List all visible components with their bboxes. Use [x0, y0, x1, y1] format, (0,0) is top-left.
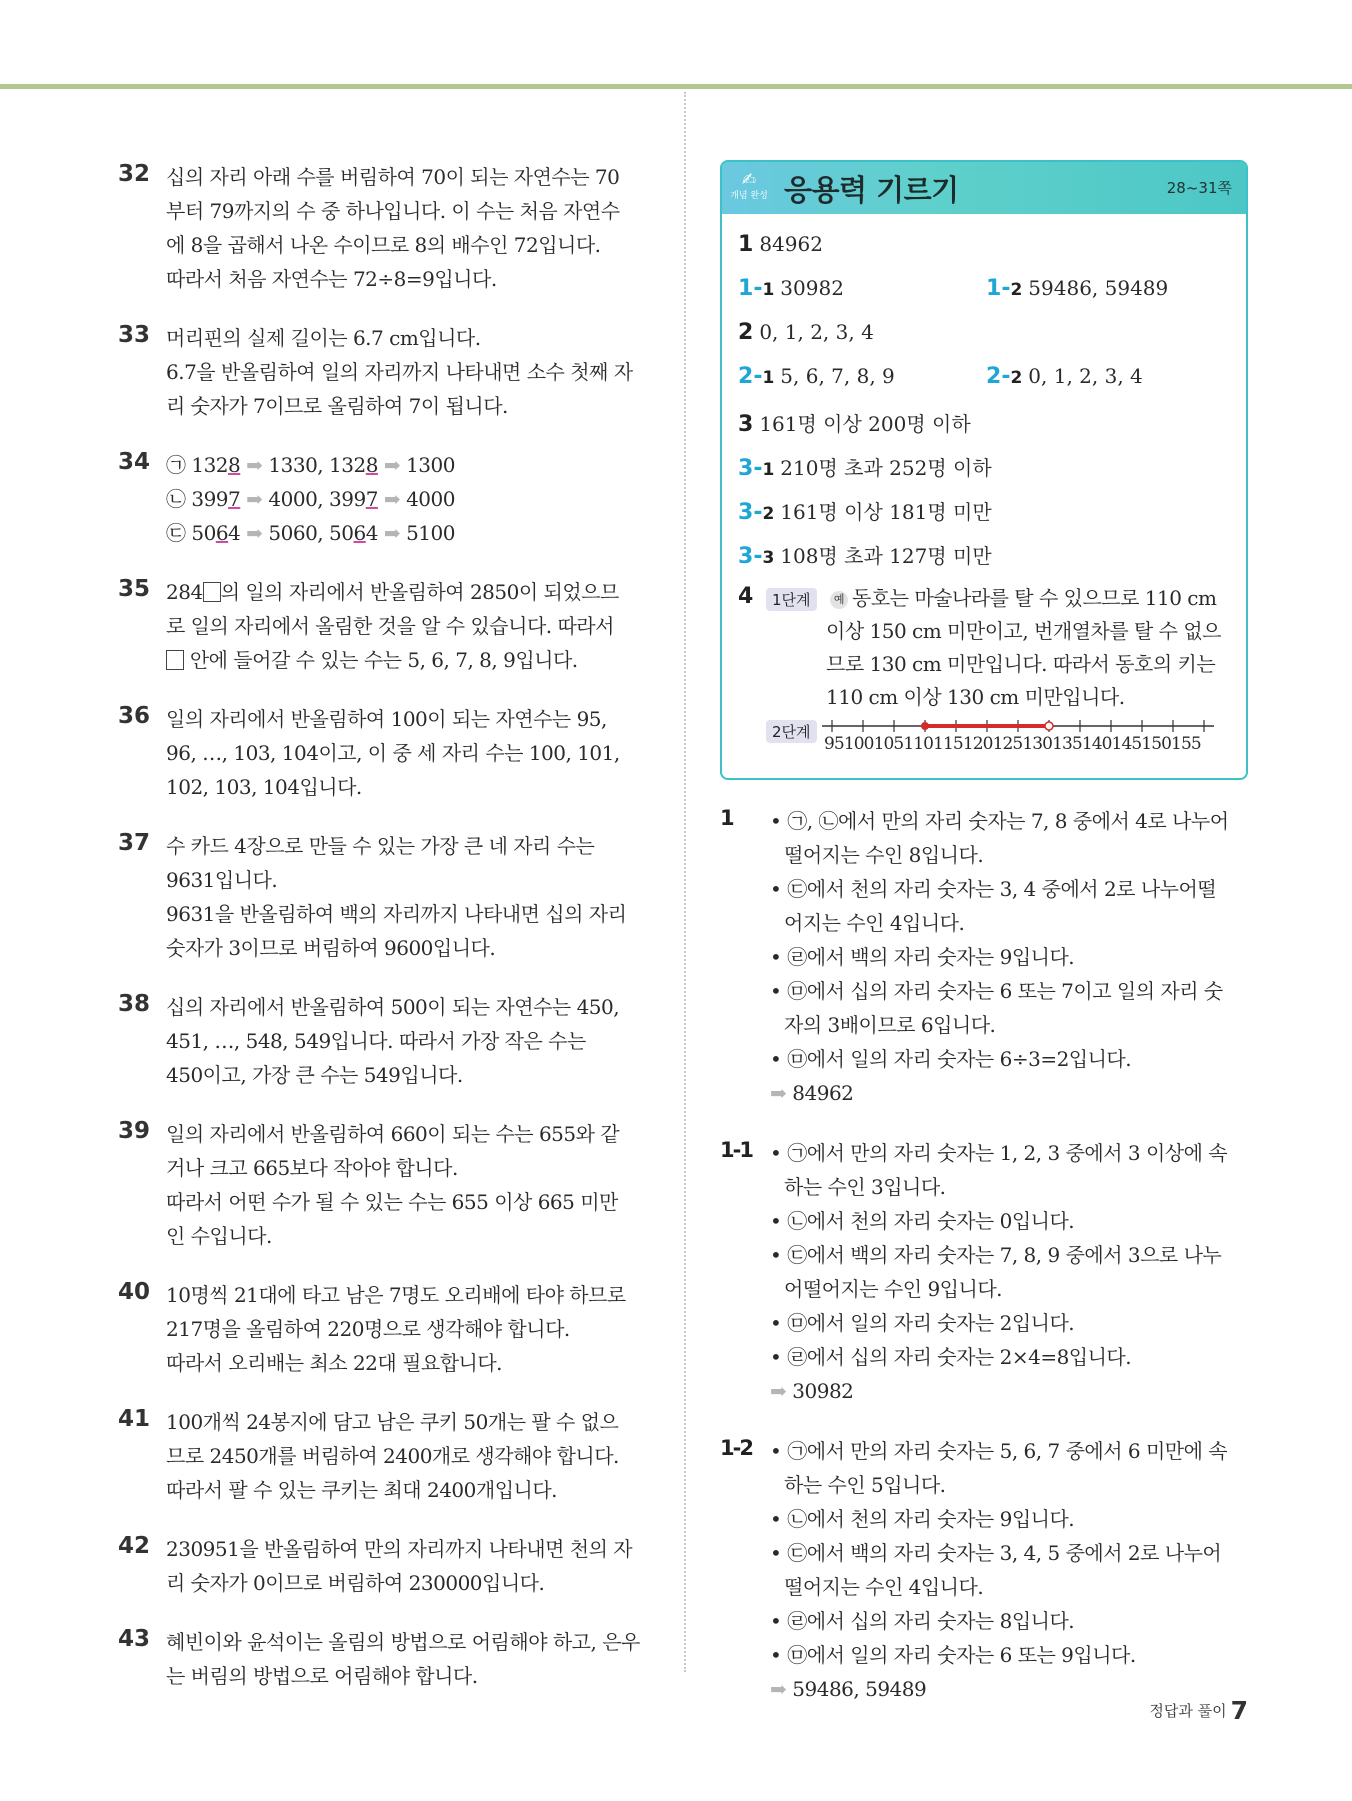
arrow-right-icon: ➡ — [383, 487, 401, 511]
answer-row — [738, 358, 1246, 402]
text-line: 하는 수인 3입니다. — [784, 1175, 946, 1199]
problem-number: 32 — [118, 161, 151, 187]
answer-number: 3-3 — [738, 544, 775, 569]
problem-number: 38 — [118, 991, 151, 1017]
problem-number: 37 — [118, 830, 151, 856]
text-line: 십의 자리 아래 수를 버림하여 70이 되는 자연수는 70 — [166, 165, 620, 189]
text-line: 110 cm 이상 130 cm 미만입니다. — [826, 685, 1125, 709]
blank-box-icon — [166, 650, 184, 670]
answer-list — [722, 214, 1246, 776]
blank-box-icon — [203, 582, 221, 602]
problem-41 — [118, 1405, 650, 1507]
answer-number: 3 — [738, 412, 754, 437]
arrow-right-icon: ➡ — [770, 1379, 787, 1403]
answer-line: ➡ 59486, 59489 — [770, 1677, 927, 1701]
text-line: • ㉡에서 천의 자리 숫자는 9입니다. — [770, 1507, 1075, 1531]
text-line: 므로 130 cm 미만입니다. 따라서 동호의 키는 — [826, 652, 1216, 676]
solution-1 — [720, 804, 1252, 1110]
answer-value: 84962 — [759, 232, 823, 256]
footer-label: 정답과 풀이 — [1149, 1702, 1227, 1720]
answer-value: 0, 1, 2, 3, 4 — [759, 320, 874, 344]
example-mark: 예 — [830, 591, 848, 609]
arrow-right-icon: ➡ — [770, 1677, 787, 1701]
range-end-open-point — [1045, 722, 1053, 730]
text-line: 떨어지는 수인 4입니다. — [784, 1575, 984, 1599]
problem-number: 39 — [118, 1118, 151, 1144]
answer-number: 4 — [738, 584, 754, 609]
answer-row — [738, 402, 1246, 446]
arrow-right-icon: ➡ — [383, 521, 401, 545]
text-line: 어지는 수인 4입니다. — [784, 911, 965, 935]
rounding-row: ㉡ 3997 ➡ 4000, 3997 ➡ 4000 — [166, 487, 455, 511]
text-line: 따라서 팔 수 있는 쿠키는 최대 2400개입니다. — [166, 1478, 558, 1502]
text-line: 부터 79까지의 수 중 하나입니다. 이 수는 처음 자연수 — [166, 199, 620, 223]
text-line: • ㉣에서 십의 자리 숫자는 2×4=8입니다. — [770, 1345, 1132, 1369]
text-line: • ㉢에서 천의 자리 숫자는 3, 4 중에서 2로 나누어떨 — [770, 877, 1217, 901]
badge — [728, 170, 770, 206]
text-line: 284 의 일의 자리에서 반올림하여 2850이 되었으므 — [166, 580, 619, 604]
problem-number: 41 — [118, 1406, 151, 1432]
answer-value: 5, 6, 7, 8, 9 — [780, 364, 895, 388]
text-line: • ㉠에서 만의 자리 숫자는 1, 2, 3 중에서 3 이상에 속 — [770, 1141, 1228, 1165]
text-line: • ㉤에서 일의 자리 숫자는 2입니다. — [770, 1311, 1075, 1335]
arrow-right-icon: ➡ — [246, 453, 263, 477]
text-line: 이상 150 cm 미만이고, 번개열차를 탈 수 없으 — [826, 619, 1221, 643]
answer-line: ➡ 84962 — [770, 1081, 854, 1105]
answer-row — [738, 490, 1246, 534]
page-footer — [1149, 1696, 1248, 1725]
solution-number: 1 — [720, 806, 733, 830]
text-line: 리 숫자가 7이므로 올림하여 7이 됩니다. — [166, 394, 508, 418]
right-column — [720, 160, 1252, 1706]
problem-number: 36 — [118, 703, 151, 729]
text-line: 리 숫자가 0이므로 버림하여 230000입니다. — [166, 1571, 545, 1595]
text-line: 는 버림의 방법으로 어림해야 합니다. — [166, 1664, 478, 1688]
text-line: • ㉤에서 십의 자리 숫자는 6 또는 7이고 일의 자리 숫 — [770, 979, 1223, 1003]
text-line: 로 일의 자리에서 올림한 것을 알 수 있습니다. 따라서 — [166, 614, 614, 638]
text-line: 96, …, 103, 104이고, 이 중 세 자리 수는 100, 101, — [166, 741, 620, 765]
text-line: 450이고, 가장 큰 수는 549입니다. — [166, 1063, 463, 1087]
text-line: • ㉢에서 백의 자리 숫자는 7, 8, 9 중에서 3으로 나누 — [770, 1243, 1222, 1267]
text-line: 일의 자리에서 반올림하여 660이 되는 수는 655와 같 — [166, 1122, 620, 1146]
text-line: • ㉡에서 천의 자리 숫자는 0입니다. — [770, 1209, 1075, 1233]
answer-value: 30982 — [780, 276, 844, 300]
solution-number: 1-1 — [720, 1138, 752, 1162]
text-line: 102, 103, 104입니다. — [166, 775, 362, 799]
column-divider — [684, 92, 686, 1672]
problem-39 — [118, 1117, 650, 1253]
problem-number: 40 — [118, 1279, 151, 1305]
problem-number: 33 — [118, 322, 151, 348]
answer-value: 0, 1, 2, 3, 4 — [1028, 364, 1143, 388]
text-line: 에 8을 곱해서 나온 수이므로 8의 배수인 72입니다. — [166, 233, 601, 257]
problem-number: 34 — [118, 449, 151, 475]
answer-number: 3-2 — [738, 500, 775, 525]
problem-43 — [118, 1625, 650, 1693]
text-line: • ㉠, ㉡에서 만의 자리 숫자는 7, 8 중에서 4로 나누어 — [770, 809, 1229, 833]
page-range: 28~31쪽 — [1166, 179, 1232, 197]
badge-label: 개념 완성 — [730, 191, 768, 201]
text-line: 일의 자리에서 반올림하여 100이 되는 자연수는 95, — [166, 707, 607, 731]
rounding-row: ㉠ 1328 ➡ 1330, 1328 ➡ 1300 — [166, 453, 455, 477]
page-number: 7 — [1230, 1696, 1248, 1725]
text-line: 9631을 반올림하여 백의 자리까지 나타내면 십의 자리 — [166, 902, 627, 926]
text-line: 451, …, 548, 549입니다. 따라서 가장 작은 수는 — [166, 1029, 586, 1053]
problem-number: 42 — [118, 1533, 151, 1559]
problem-36 — [118, 702, 650, 804]
text-line: 100개씩 24봉지에 담고 남은 쿠키 50개는 팔 수 없으 — [166, 1410, 619, 1434]
range-start-closed-point — [921, 722, 929, 730]
answer-4-step2 — [738, 720, 1246, 776]
problem-35 — [118, 575, 650, 677]
text-line: 10명씩 21대에 타고 남은 7명도 오리배에 타야 하므로 — [166, 1283, 626, 1307]
answer-number: 2 — [738, 320, 754, 345]
text-line: • ㉠에서 만의 자리 숫자는 5, 6, 7 중에서 6 미만에 속 — [770, 1439, 1228, 1463]
text-line: 따라서 처음 자연수는 72÷8=9입니다. — [166, 267, 497, 291]
box-title: 응용력 기르기 — [784, 173, 959, 207]
number-line-labels: 95100105110115120125130135140145150155 — [824, 734, 1201, 754]
text-line: • ㉤에서 일의 자리 숫자는 6 또는 9입니다. — [770, 1643, 1136, 1667]
answer-number: 1 — [738, 232, 754, 257]
answer-value: 161명 이상 181명 미만 — [780, 500, 992, 524]
answer-4-text — [826, 582, 1246, 714]
problem-38 — [118, 990, 650, 1092]
answer-number: 2-2 — [986, 364, 1023, 389]
answer-row — [738, 446, 1246, 490]
text-line: 십의 자리에서 반올림하여 500이 되는 자연수는 450, — [166, 995, 620, 1019]
step-2-tag: 2단계 — [766, 720, 817, 743]
applied-skills-box — [720, 160, 1248, 780]
text-line: • ㉣에서 백의 자리 숫자는 9입니다. — [770, 945, 1075, 969]
arrow-right-icon: ➡ — [246, 487, 263, 511]
rounding-row: ㉢ 5064 ➡ 5060, 5064 ➡ 5100 — [166, 521, 455, 545]
text-line: 숫자가 3이므로 버림하여 9600입니다. — [166, 936, 496, 960]
problem-number: 43 — [118, 1626, 151, 1652]
problem-40 — [118, 1278, 650, 1380]
text-line: 따라서 오리배는 최소 22대 필요합니다. — [166, 1351, 503, 1375]
left-column — [118, 160, 650, 1718]
text-line: • ㉣에서 십의 자리 숫자는 8입니다. — [770, 1609, 1075, 1633]
text-line: 머리핀의 실제 길이는 6.7 cm입니다. — [166, 326, 481, 350]
step-1-tag: 1단계 — [766, 588, 817, 611]
text-line: 하는 수인 5입니다. — [784, 1473, 946, 1497]
answer-row — [738, 270, 1246, 314]
text-line: 거나 크고 665보다 작아야 합니다. — [166, 1156, 458, 1180]
arrow-right-icon: ➡ — [246, 521, 263, 545]
answer-value: 210명 초과 252명 이하 — [780, 456, 992, 480]
answer-4 — [738, 580, 1246, 720]
text-line: 6.7을 반올림하여 일의 자리까지 나타내면 소수 첫째 자 — [166, 360, 633, 384]
text-line: • ㉢에서 백의 자리 숫자는 3, 4, 5 중에서 2로 나누어 — [770, 1541, 1222, 1565]
text-line: 230951을 반올림하여 만의 자리까지 나타내면 천의 자 — [166, 1537, 633, 1561]
answer-value: 108명 초과 127명 미만 — [780, 544, 992, 568]
text-line: 217명을 올림하여 220명으로 생각해야 합니다. — [166, 1317, 570, 1341]
text-line: • ㉤에서 일의 자리 숫자는 6÷3=2입니다. — [770, 1047, 1132, 1071]
pencil-hand-icon: ✍ — [741, 170, 757, 190]
answer-line: ➡ 30982 — [770, 1379, 854, 1403]
answer-number: 3-1 — [738, 456, 775, 481]
arrow-right-icon: ➡ — [770, 1081, 787, 1105]
text-line: 예 동호는 마술나라를 탈 수 있으므로 110 cm — [826, 582, 1246, 615]
text-line: 수 카드 4장으로 만들 수 있는 가장 큰 네 자리 수는 — [166, 834, 595, 858]
problem-33 — [118, 321, 650, 423]
problem-42 — [118, 1532, 650, 1600]
text-line: 혜빈이와 윤석이는 올림의 방법으로 어림해야 하고, 은우 — [166, 1630, 640, 1654]
text-line: 므로 2450개를 버림하여 2400개로 생각해야 합니다. — [166, 1444, 619, 1468]
answer-number: 2-1 — [738, 364, 775, 389]
text-line: 떨어지는 수인 8입니다. — [784, 843, 984, 867]
arrow-right-icon: ➡ — [383, 453, 401, 477]
solution-1-2 — [720, 1434, 1252, 1706]
problem-34 — [118, 448, 650, 550]
answer-number: 1-1 — [738, 276, 775, 301]
problem-number: 35 — [118, 576, 151, 602]
text-line: 안에 들어갈 수 있는 수는 5, 6, 7, 8, 9입니다. — [166, 643, 650, 677]
solution-1-1 — [720, 1136, 1252, 1408]
answer-row — [738, 226, 1246, 270]
solution-number: 1-2 — [720, 1436, 752, 1460]
text-line: 9631입니다. — [166, 868, 278, 892]
top-rule — [0, 84, 1352, 89]
text-line: 따라서 어떤 수가 될 수 있는 수는 655 이상 665 미만 — [166, 1190, 618, 1214]
text-line: 어떨어지는 수인 9입니다. — [784, 1277, 1002, 1301]
answer-number: 1-2 — [986, 276, 1023, 301]
box-header — [722, 162, 1246, 214]
answer-value: 161명 이상 200명 이하 — [759, 412, 971, 436]
answer-row — [738, 534, 1246, 578]
text-line: 자의 3배이므로 6입니다. — [784, 1013, 996, 1037]
problem-32 — [118, 160, 650, 296]
answer-value: 59486, 59489 — [1028, 276, 1169, 300]
answer-row — [738, 314, 1246, 358]
problem-37 — [118, 829, 650, 965]
text-line: 인 수입니다. — [166, 1224, 272, 1248]
